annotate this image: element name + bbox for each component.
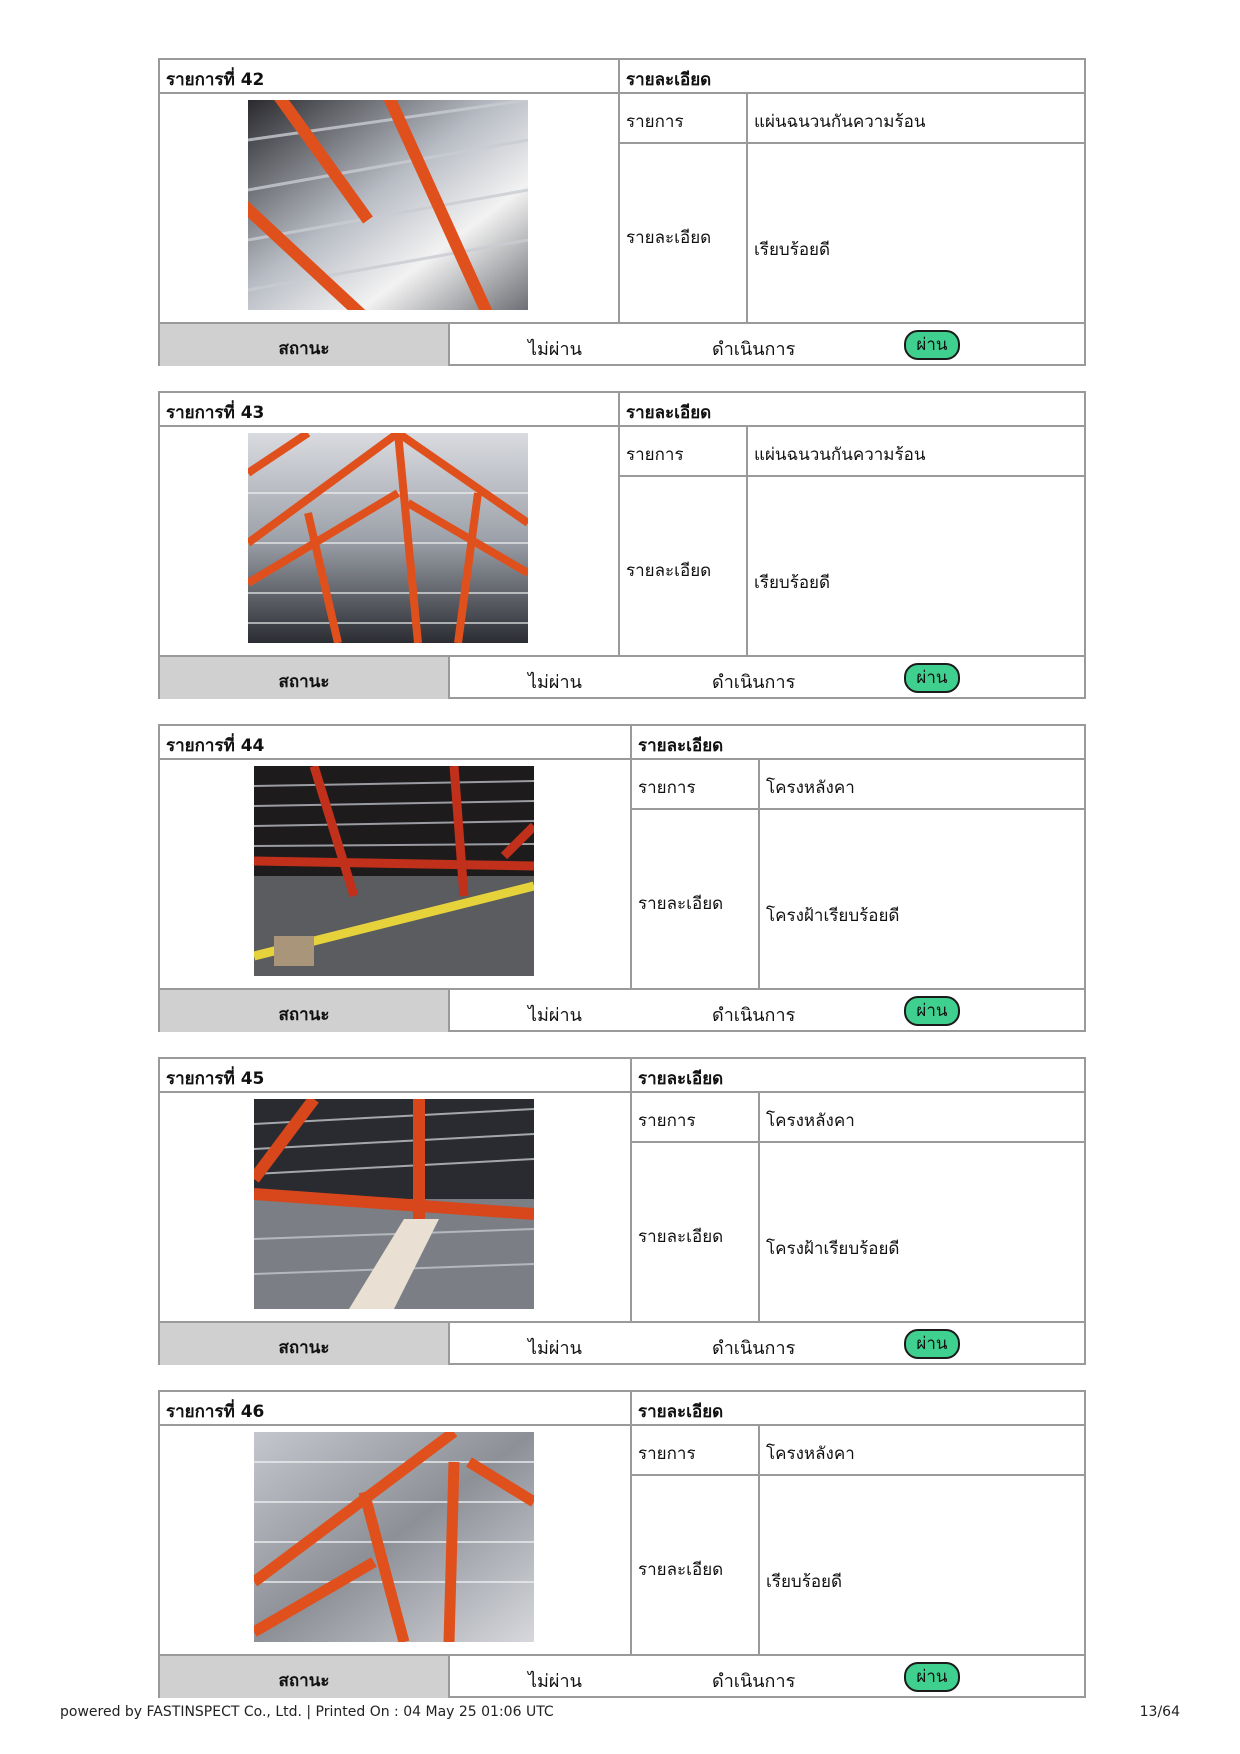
inspection-item-card [158,1390,1086,1698]
detail-label: รายละเอียด [620,477,748,655]
inspection-item-card [158,1057,1086,1365]
page-number: 13/64 [1139,1704,1180,1720]
item-title: รายการที่ 46 [160,1392,632,1426]
status-row [160,988,1084,1030]
roof-insulation-photo[interactable] [248,433,528,643]
status-option-in-progress[interactable]: ดำเนินการ [712,1005,796,1026]
detail-value: โครงฝ้าเรียบร้อยดี [766,906,900,926]
footer-credit: powered by FASTINSPECT Co., Ltd. | Printed On : 04 May 25 01:06 UTC [60,1704,554,1720]
photo-cell [160,760,632,988]
item-value: แผ่นฉนวนกันความร้อน [748,94,1084,144]
photo-cell [160,1426,632,1654]
status-row [160,322,1084,364]
item-value: โครงหลังคา [760,1426,1084,1476]
detail-header: รายละเอียด [620,393,1084,427]
status-option-pass-selected[interactable]: ผ่าน [904,996,960,1026]
item-title: รายการที่ 44 [160,726,632,760]
detail-value: เรียบร้อยดี [754,240,831,260]
item-label: รายการ [632,1426,760,1476]
photo-cell [160,1093,632,1321]
item-title: รายการที่ 42 [160,60,620,94]
item-title: รายการที่ 45 [160,1059,632,1093]
detail-value: เรียบร้อยดี [754,573,831,593]
status-label: สถานะ [160,1656,450,1698]
item-value: โครงหลังคา [760,1093,1084,1143]
status-option-fail[interactable]: ไม่ผ่าน [528,339,582,360]
detail-header: รายละเอียด [632,1059,1084,1093]
status-option-fail[interactable]: ไม่ผ่าน [528,1338,582,1359]
status-label: สถานะ [160,657,450,699]
status-option-in-progress[interactable]: ดำเนินการ [712,672,796,693]
status-row [160,1654,1084,1696]
status-label: สถานะ [160,990,450,1032]
status-option-fail[interactable]: ไม่ผ่าน [528,672,582,693]
status-label: สถานะ [160,324,450,366]
item-label: รายการ [632,760,760,810]
status-option-pass-selected[interactable]: ผ่าน [904,1662,960,1692]
roof-frame-photo[interactable] [254,766,534,976]
status-option-fail[interactable]: ไม่ผ่าน [528,1005,582,1026]
detail-label: รายละเอียด [632,1476,760,1654]
inspection-item-card [158,391,1086,699]
photo-cell [160,427,620,655]
item-label: รายการ [632,1093,760,1143]
photo-cell [160,94,620,322]
detail-label: รายละเอียด [632,1143,760,1321]
item-label: รายการ [620,427,748,477]
roof-frame-photo[interactable] [254,1099,534,1309]
roof-insulation-photo[interactable] [248,100,528,310]
item-label: รายการ [620,94,748,144]
inspection-item-card [158,724,1086,1032]
item-value: โครงหลังคา [760,760,1084,810]
roof-frame-photo[interactable] [254,1432,534,1642]
detail-label: รายละเอียด [620,144,748,322]
status-option-fail[interactable]: ไม่ผ่าน [528,1671,582,1692]
detail-header: รายละเอียด [632,1392,1084,1426]
detail-header: รายละเอียด [620,60,1084,94]
status-label: สถานะ [160,1323,450,1365]
item-value: แผ่นฉนวนกันความร้อน [748,427,1084,477]
detail-value: เรียบร้อยดี [766,1572,843,1592]
status-row [160,655,1084,697]
detail-header: รายละเอียด [632,726,1084,760]
status-option-in-progress[interactable]: ดำเนินการ [712,1671,796,1692]
item-title: รายการที่ 43 [160,393,620,427]
status-row [160,1321,1084,1363]
detail-value: โครงฝ้าเรียบร้อยดี [766,1239,900,1259]
status-option-in-progress[interactable]: ดำเนินการ [712,1338,796,1359]
status-option-pass-selected[interactable]: ผ่าน [904,663,960,693]
status-option-pass-selected[interactable]: ผ่าน [904,330,960,360]
status-option-pass-selected[interactable]: ผ่าน [904,1329,960,1359]
detail-label: รายละเอียด [632,810,760,988]
inspection-item-card [158,58,1086,366]
status-option-in-progress[interactable]: ดำเนินการ [712,339,796,360]
